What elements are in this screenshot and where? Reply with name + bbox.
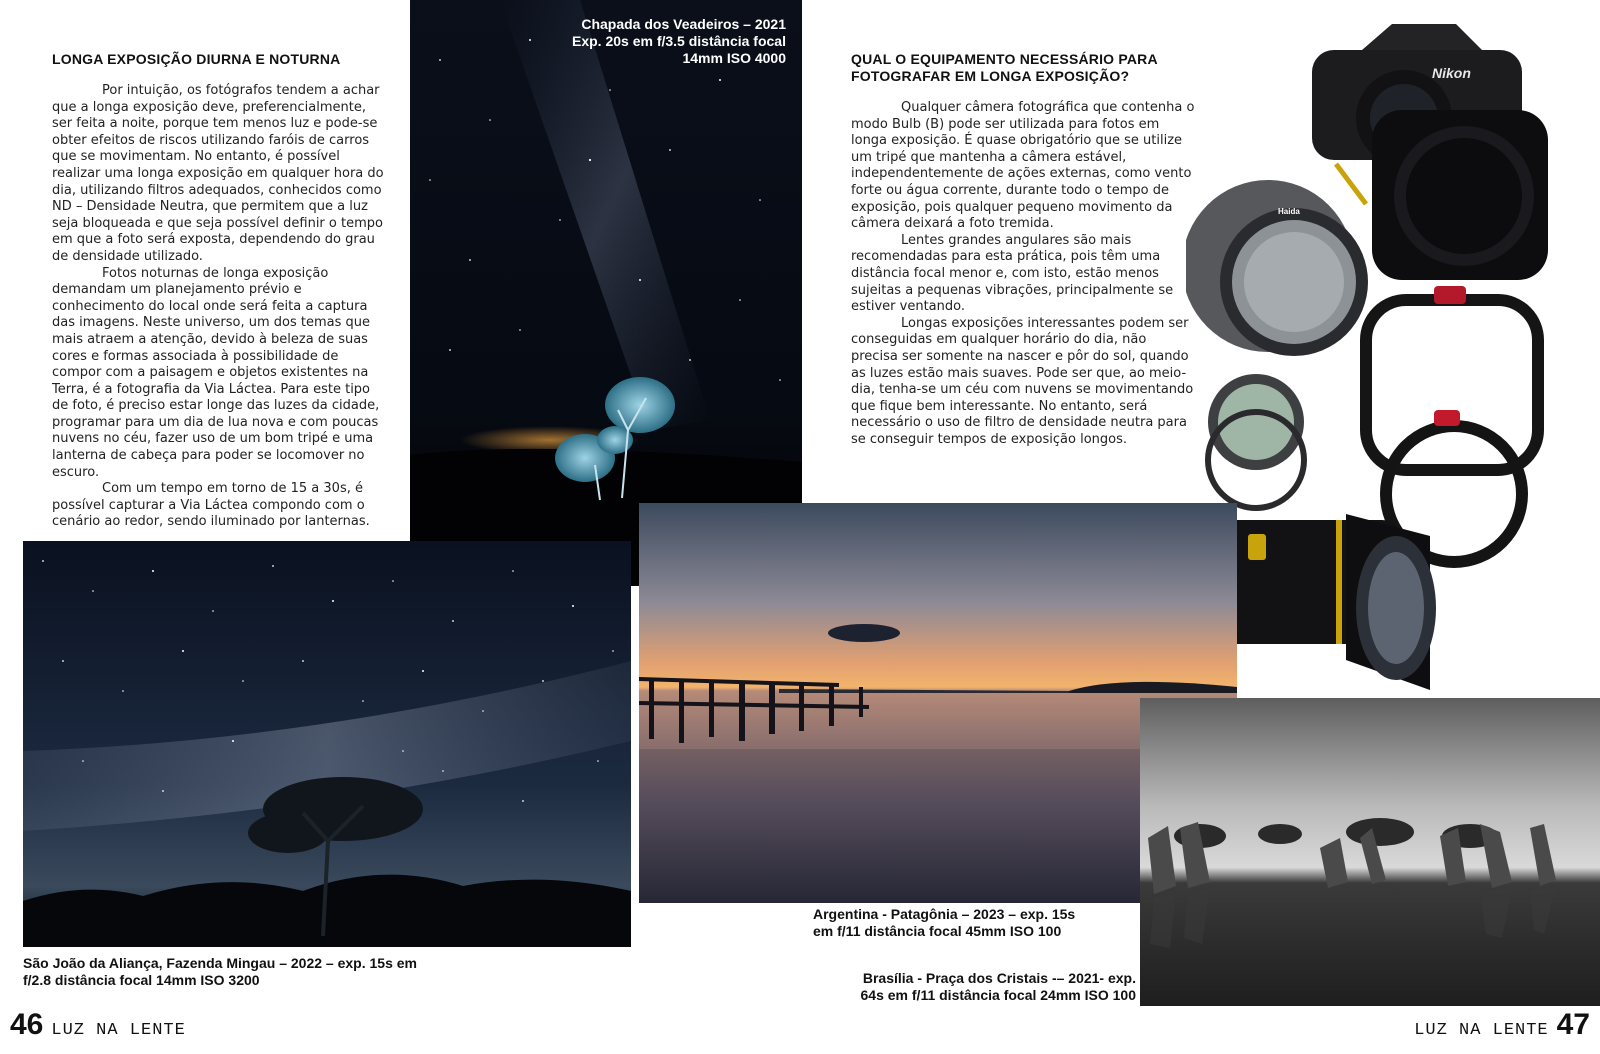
brasilia-caption	[851, 970, 1136, 1004]
sao-joao-caption	[23, 955, 417, 989]
sao-joao-caption-line-1: São João da Aliança, Fazenda Mingau – 2022 – exp. 15s em	[23, 955, 417, 971]
haida-filter-image	[1186, 180, 1368, 356]
sao-joao-caption-line-2: f/2.8 distância focal 14mm ISO 3200	[23, 972, 260, 988]
equipment-collage	[1186, 14, 1600, 714]
argentina-caption-line-2: em f/11 distância focal 45mm ISO 100	[813, 923, 1062, 939]
left-article-heading: LONGA EXPOSIÇÃO DIURNA E NOTURNA	[52, 51, 341, 67]
chapada-caption-line-2: Exp. 20s em f/3.5 distância focal	[572, 33, 786, 49]
right-heading-line-1: QUAL O EQUIPAMENTO NECESSÁRIO PARA	[851, 51, 1158, 67]
sao-joao-starry-photo	[23, 541, 631, 947]
chapada-night-photo	[410, 0, 802, 586]
brasilia-cristais-photo	[1140, 698, 1600, 1006]
brasilia-caption-line-2: 64s em f/11 distância focal 24mm ISO 100	[860, 987, 1136, 1003]
chapada-caption-line-1: Chapada dos Veadeiros – 2021	[581, 16, 786, 32]
wide-angle-lens-image	[1212, 514, 1436, 690]
chapada-caption-line-3: 14mm ISO 4000	[682, 50, 786, 66]
right-heading-line-2: FOTOGRAFAR EM LONGA EXPOSIÇÃO?	[851, 68, 1130, 84]
chapada-caption	[572, 16, 786, 67]
argentina-caption	[813, 906, 1075, 940]
right-magazine-name: LUZ NA LENTE	[1414, 1021, 1549, 1040]
right-page-number: 47	[1556, 1008, 1590, 1041]
right-article-body	[851, 100, 1195, 448]
left-paragraph-3: Com um tempo em torno de 15 a 30s, é possível capturar a Via Láctea compondo com o cenário ao redor, sendo iluminado por lanternas.	[52, 481, 370, 530]
left-folio	[10, 1008, 186, 1042]
left-magazine-name: LUZ NA LENTE	[51, 1021, 186, 1040]
camera-brand-label: Nikon	[1432, 65, 1471, 81]
left-article-body	[52, 83, 390, 531]
argentina-caption-line-1: Argentina - Patagônia – 2023 – exp. 15s	[813, 906, 1076, 922]
brasilia-caption-line-1: Brasília - Praça dos Cristais -– 2021- exp.	[862, 970, 1136, 986]
filter-brand-label: Haida	[1278, 207, 1300, 216]
right-paragraph-2: Lentes grandes angulares são mais recomendadas para esta prática, pois têm uma distância focal menor e, com isto, estão menos sujeitas a pequenas vibrações, principalmente se estiver ventando.	[851, 232, 1174, 315]
right-article-heading	[851, 51, 1158, 85]
right-folio	[1414, 1008, 1590, 1042]
filter-holder-image	[1372, 110, 1548, 280]
right-paragraph-3: Longas exposições interessantes podem ser conseguidas em qualquer horário do dia, não precisa ser somente na nascer e pôr do sol, quando as luzes estão mais suaves. Pode ser que, ao meio-dia, tenha-se um céu com nuvens se movimentando que fique bem interessante. No entanto, será necessário o uso de filtro de densidade neutra para se conseguir tempos de exposição longos.	[851, 315, 1194, 447]
right-paragraph-1: Qualquer câmera fotográfica que contenha o modo Bulb (B) pode ser utilizada para fotos em longa exposição. É quase obrigatório que se utilize um tripé que mantenha a câmera estável, independentemente de ações externas, como vento forte ou água corrente, durante todo o tempo de exposição, pois qualquer pequeno movimento da câmera deixará a foto tremida.	[851, 100, 1195, 232]
left-paragraph-1: Por intuição, os fotógrafos tendem a achar que a longa exposição deve, preferencialmente, ser feita a noite, porque tem menos luz e pode-se obter efeitos de riscos utilizando faróis de carros que se movimentam. No entanto, é possível realizar uma longa exposição em qualquer hora do dia, utilizando filtros adequados, conhecidos como ND – Densidade Neutra, que permitem que a luz seja bloqueada e que seja possível definir o tempo em que a foto será exposta, dependendo do grau de densidade utilizado.	[52, 83, 384, 264]
left-page-number: 46	[10, 1008, 44, 1041]
left-paragraph-2: Fotos noturnas de longa exposição demandam um planejamento prévio e conhecimento do local onde será feita a captura das imagens. Neste universo, um dos temas que mais atraem a atenção, devido à beleza de suas cores e formas associada à possibilidade de compor com a paisagem e objetos existentes na Terra, é a fotografia da Via Láctea. Para este tipo de foto, é preciso estar longe das luzes da cidade, programar para um dia de lua nova e com poucas nuvens no céu, fazer uso de um bom tripé e uma lanterna de cabeça para poder se locomover no escuro.	[52, 265, 380, 480]
